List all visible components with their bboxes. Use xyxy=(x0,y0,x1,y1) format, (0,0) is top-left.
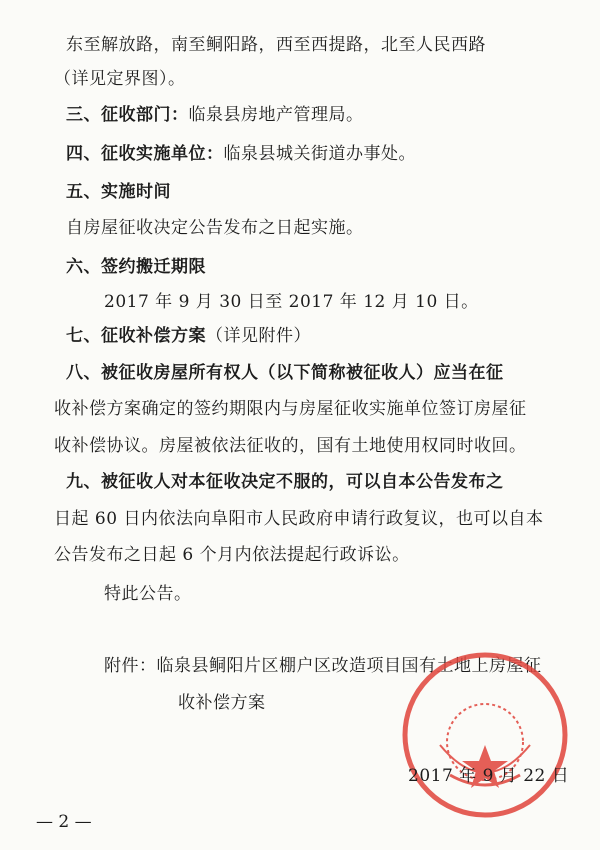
paragraph-line: 收补偿方案确定的签约期限内与房屋征收实施单位签订房屋征 xyxy=(54,399,527,419)
section-body: 自房屋征收决定公告发布之日起实施。 xyxy=(66,218,364,238)
paragraph-line xyxy=(66,471,504,493)
page-number: — 2 — xyxy=(36,812,92,832)
section-heading: 六、签约搬迁期限 xyxy=(66,257,206,277)
section-body: 临泉县房地产管理局。 xyxy=(188,105,364,125)
section-body: 2017 年 9 月 30 日至 2017 年 12 月 10 日。 xyxy=(104,292,479,312)
paragraph-line: 公告发布之日起 6 个月内依法提起行政诉讼。 xyxy=(54,545,410,565)
section-4 xyxy=(66,143,416,165)
paragraph-line: 东至解放路，南至鲖阳路，西至西提路，北至人民西路 xyxy=(66,35,486,55)
section-heading: 九、被征收人对本征收决定不服的，可以自本公告发布之 xyxy=(66,472,504,492)
official-seal-icon xyxy=(400,650,570,820)
closing: 特此公告。 xyxy=(104,584,192,604)
date: 2017 年 9 月 22 日 xyxy=(408,766,570,786)
attachment-line: 附件：临泉县鲖阳片区棚户区改造项目国有土地上房屋征 xyxy=(104,656,542,676)
attachment-line: 收补偿方案 xyxy=(178,693,266,713)
section-heading: 四、征收实施单位： xyxy=(66,144,224,164)
section-heading: 七、征收补偿方案 xyxy=(66,326,206,346)
paragraph-line xyxy=(66,362,504,384)
section-3 xyxy=(66,104,364,126)
section-heading: 三、征收部门： xyxy=(66,105,189,125)
section-heading: 八、被征收房屋所有权人（以下简称被征收人）应当在征 xyxy=(66,363,504,383)
paragraph-line: 收补偿协议。房屋被依法征收的，国有土地使用权同时收回。 xyxy=(54,436,527,456)
section-note: （详见附件） xyxy=(206,326,311,346)
section-body: 临泉县城关街道办事处。 xyxy=(223,144,416,164)
paragraph-line: （详见定界图）。 xyxy=(54,69,186,89)
section-7 xyxy=(66,325,311,347)
section-heading: 五、实施时间 xyxy=(66,182,171,202)
paragraph-line: 日起 60 日内依法向阜阳市人民政府申请行政复议，也可以自本 xyxy=(54,509,544,529)
